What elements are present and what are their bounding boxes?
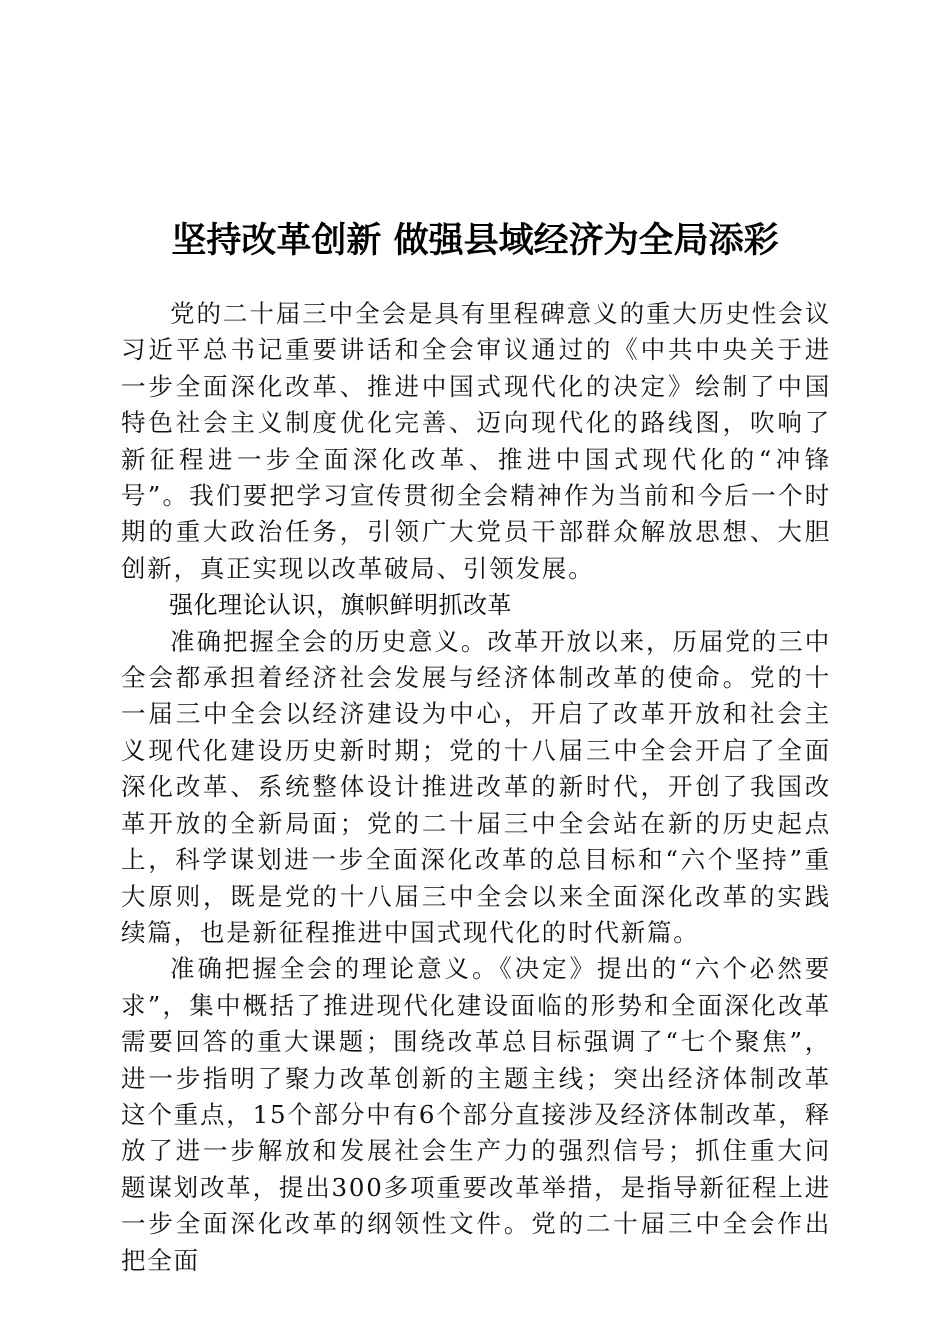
document-body — [121, 296, 831, 1279]
section-paragraph-1: 准确把握全会的历史意义。改革开放以来，历届党的三中全会都承担着经济社会发展与经济体制改革的使命。党的十一届三中全会以经济建设为中心，开启了改革开放和社会主义现代化建设历史新时期；党的十八届三中全会开启了全面深化改革、系统整体设计推进改革的新时代，开创了我国改革开放的全新局面；党的二十届三中全会站在新的历史起点上，科学谋划进一步全面深化改革的总目标和“六个坚持”重大原则，既是党的十八届三中全会以来全面深化改革的实践续篇，也是新征程推进中国式现代化的时代新篇。 — [121, 626, 831, 947]
intro-paragraph: 党的二十届三中全会是具有里程碑意义的重大历史性会议习近平总书记重要讲话和全会审议通过的《中共中央关于进一步全面深化改革、推进中国式现代化的决定》绘制了中国特色社会主义制度优化完善、迈向现代化的路线图，吹响了新征程进一步全面深化改革、推进中国式现代化的“冲锋号”。我们要把学习宣传贯彻全会精神作为当前和今后一个时期的重大政治任务，引领广大党员干部群众解放思想、大胆创新，真正实现以改革破局、引领发展。 — [121, 299, 831, 583]
section-heading: 强化理论认识，旗帜鲜明抓改革 — [169, 591, 512, 620]
section-paragraph-2: 准确把握全会的理论意义。《决定》提出的“六个必然要求”，集中概括了推进现代化建设面临的形势和全面深化改革需要回答的重大课题；围绕改革总目标强调了“七个聚焦”，进一步指明了聚力改革创新的主题主线；突出经济体制改革这个重点，15个部分中有6个部分直接涉及经济体制改革，释放了进一步解放和发展社会生产力的强烈信号；抓住重大问题谋划改革，提出300多项重要改革举措，是指导新征程上进一步全面深化改革的纲领性文件。党的二十届三中全会作出把全面 — [121, 954, 831, 1275]
document-title: 坚持改革创新 做强县域经济为全局添彩 — [171, 220, 779, 262]
